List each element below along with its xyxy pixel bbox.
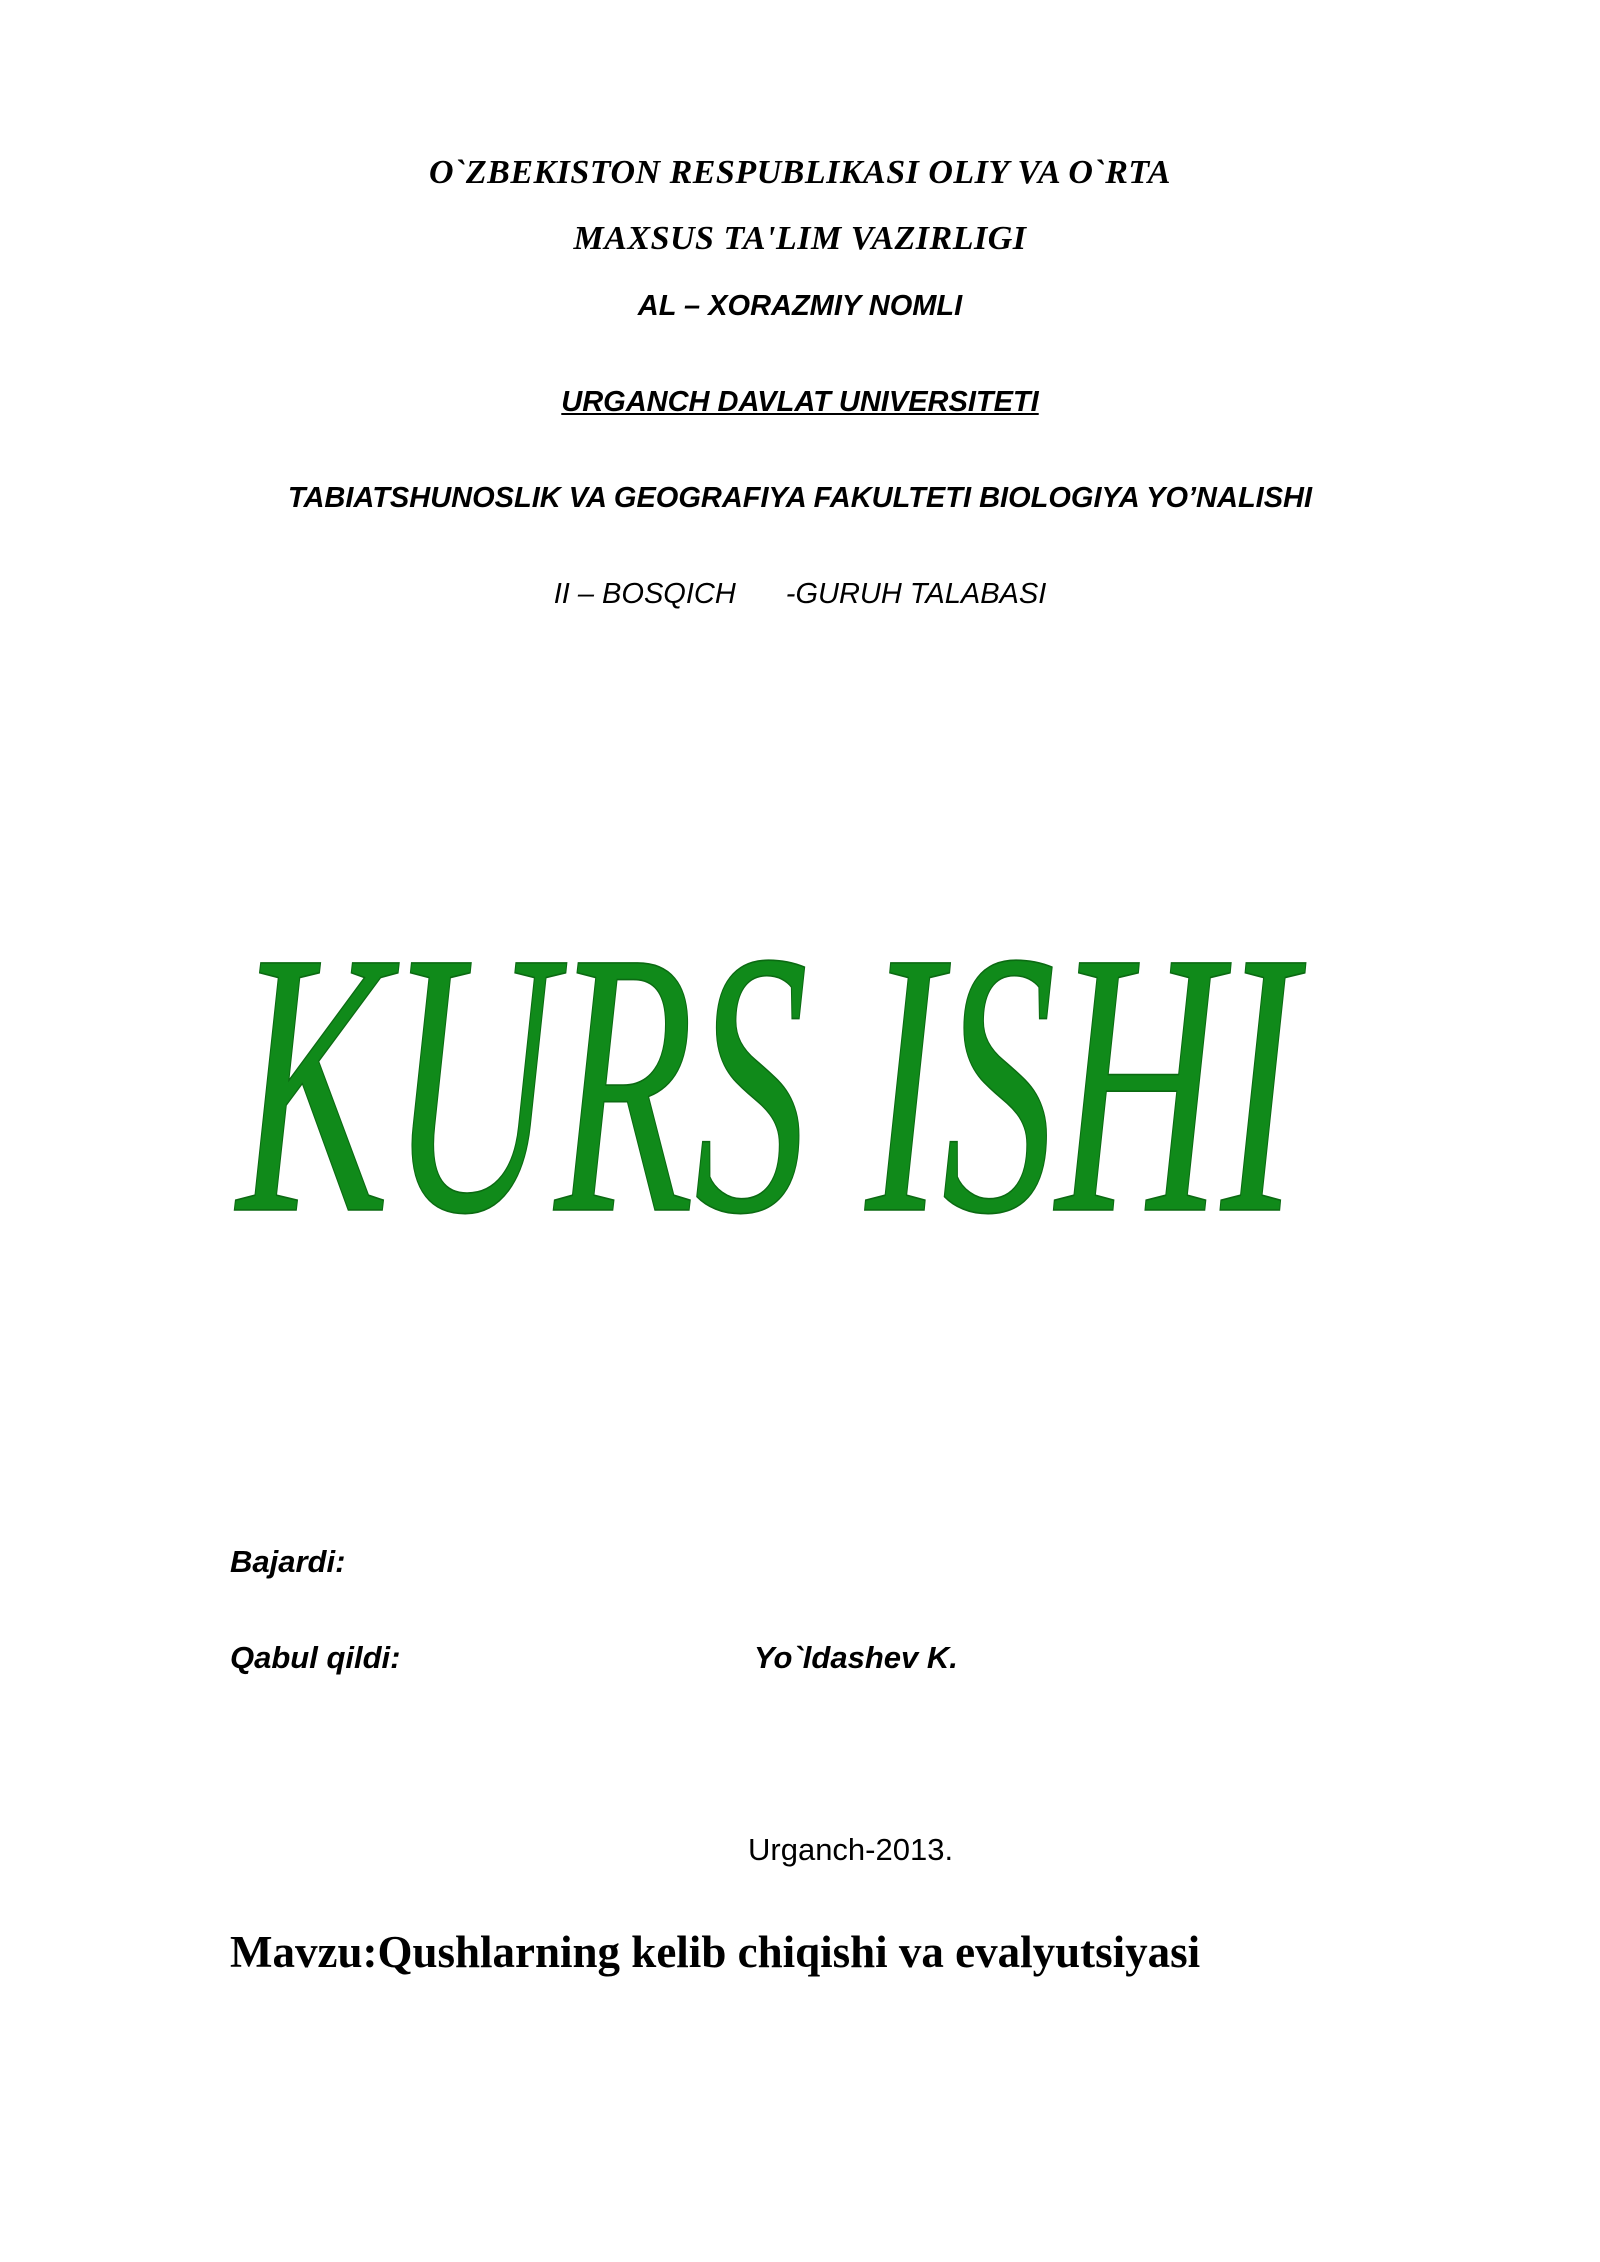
stage-text: II – BOSQICH bbox=[553, 578, 736, 610]
title-text: KURS ISHI bbox=[233, 900, 1307, 1250]
ministry-line-2: MAXSUS TA'LIM VAZIRLIGI bbox=[573, 220, 1027, 257]
course-work-title bbox=[222, 900, 1312, 1250]
faculty-line: TABIATSHUNOSLIK VA GEOGRAFIYA FAKULTETI BIOLOGIYA YO’NALISHI bbox=[287, 482, 1313, 514]
performed-by-label: Bajardi: bbox=[230, 1544, 346, 1579]
accepted-by-name: Yo`ldashev K. bbox=[754, 1640, 958, 1675]
stage-group-line bbox=[0, 578, 1600, 611]
accepted-by-label: Qabul qildi: bbox=[230, 1640, 401, 1675]
ministry-line-1: O`ZBEKISTON RESPUBLIKASI OLIY VA O`RTA bbox=[429, 154, 1171, 191]
topic-line: Mavzu:Qushlarning kelib chiqishi va evalyutsiyasi bbox=[230, 1927, 1201, 1977]
group-text: -GURUH TALABASI bbox=[785, 578, 1047, 610]
named-after-line: AL – XORAZMIY NOMLI bbox=[637, 290, 963, 322]
university-name: URGANCH DAVLAT UNIVERSITETI bbox=[561, 386, 1039, 418]
place-year: Urganch-2013. bbox=[748, 1832, 954, 1867]
title-wordart bbox=[222, 900, 1312, 1250]
